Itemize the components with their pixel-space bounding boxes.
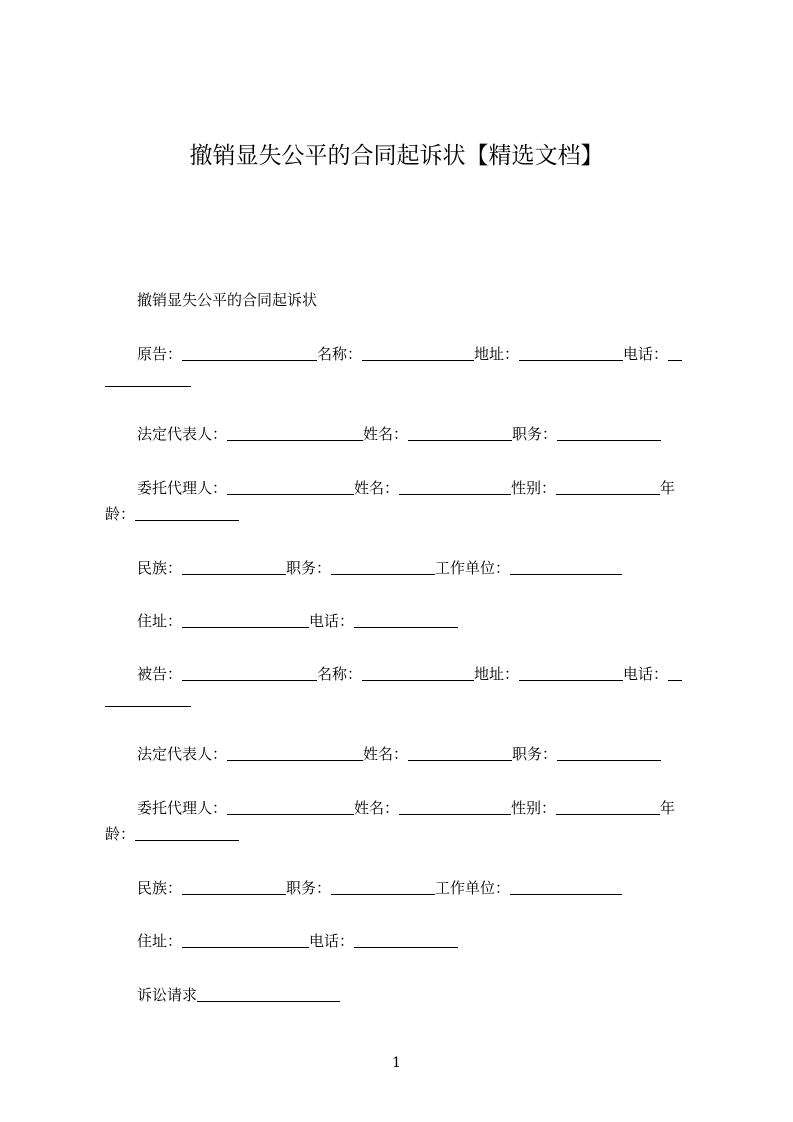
plaintiff-label: 原告： — [137, 345, 183, 363]
claims-label: 诉讼请求 — [137, 986, 198, 1004]
gender-blank[interactable] — [556, 478, 660, 495]
plaintiff-blank[interactable] — [182, 344, 317, 361]
phone-blank[interactable] — [668, 664, 682, 681]
ethnicity-label: 民族： — [137, 879, 183, 897]
work-unit-label: 工作单位： — [435, 559, 511, 577]
position-blank[interactable] — [331, 878, 435, 895]
residence-blank[interactable] — [182, 931, 309, 948]
phone-blank-cont[interactable] — [105, 690, 191, 707]
gender-label: 性别： — [511, 799, 557, 817]
person-name-label: 姓名： — [354, 479, 400, 497]
defendant-ethnicity-line — [105, 875, 734, 901]
person-name-label: 姓名： — [354, 799, 400, 817]
work-unit-label: 工作单位： — [435, 879, 511, 897]
address-label: 地址： — [474, 345, 520, 363]
phone-blank[interactable] — [354, 931, 458, 948]
defendant-blank[interactable] — [182, 664, 317, 681]
page-number: 1 — [392, 1055, 401, 1071]
residence-label: 住址： — [137, 932, 183, 950]
phone-label: 电话： — [309, 612, 355, 630]
position-blank[interactable] — [331, 558, 435, 575]
phone-blank-cont[interactable] — [105, 370, 191, 387]
defendant-line — [105, 661, 734, 687]
phone-blank[interactable] — [354, 611, 458, 628]
legal-rep-blank[interactable] — [227, 424, 363, 441]
ethnicity-label: 民族： — [137, 559, 183, 577]
position-blank[interactable] — [557, 424, 661, 441]
phone-label: 电话： — [623, 665, 669, 683]
defendant-agent-line — [105, 795, 734, 821]
person-name-blank[interactable] — [408, 424, 512, 441]
address-label: 地址： — [474, 665, 520, 683]
age-label-a: 年 — [660, 479, 676, 497]
address-blank[interactable] — [519, 344, 623, 361]
legal-rep-blank[interactable] — [227, 744, 363, 761]
name-label: 名称： — [317, 665, 363, 683]
claims-blank[interactable] — [197, 985, 340, 1002]
agent-blank[interactable] — [227, 478, 354, 495]
plaintiff-ethnicity-line — [105, 555, 734, 581]
legal-rep-label: 法定代表人： — [137, 425, 228, 443]
phone-blank[interactable] — [668, 344, 682, 361]
plaintiff-line — [105, 341, 734, 367]
subtitle: 撤销显失公平的合同起诉状 — [137, 291, 318, 309]
plaintiff-agent-line — [105, 475, 734, 501]
ethnicity-blank[interactable] — [182, 558, 286, 575]
plaintiff-line-cont — [105, 367, 702, 393]
agent-blank[interactable] — [227, 798, 354, 815]
residence-blank[interactable] — [182, 611, 309, 628]
work-unit-blank[interactable] — [510, 558, 622, 575]
age-label-b: 龄： — [105, 825, 136, 843]
defendant-age-line — [105, 821, 702, 847]
gender-blank[interactable] — [556, 798, 660, 815]
person-name-blank[interactable] — [399, 478, 511, 495]
name-blank[interactable] — [362, 664, 474, 681]
age-label-b: 龄： — [105, 505, 136, 523]
defendant-line-cont — [105, 687, 702, 713]
agent-label: 委托代理人： — [137, 799, 228, 817]
name-blank[interactable] — [362, 344, 474, 361]
gender-label: 性别： — [511, 479, 557, 497]
person-name-label: 姓名： — [363, 425, 409, 443]
position-label: 职务： — [286, 559, 332, 577]
defendant-legal-rep-line — [105, 741, 734, 767]
document-title: 撤销显失公平的合同起诉状【精选文档】 — [189, 143, 604, 169]
age-blank[interactable] — [135, 824, 239, 841]
person-name-blank[interactable] — [399, 798, 511, 815]
age-blank[interactable] — [135, 504, 239, 521]
name-label: 名称： — [317, 345, 363, 363]
phone-label: 电话： — [623, 345, 669, 363]
residence-label: 住址： — [137, 612, 183, 630]
position-label: 职务： — [512, 425, 558, 443]
claims-line — [105, 982, 734, 1008]
address-blank[interactable] — [519, 664, 623, 681]
ethnicity-blank[interactable] — [182, 878, 286, 895]
legal-rep-label: 法定代表人： — [137, 745, 228, 763]
position-label: 职务： — [286, 879, 332, 897]
work-unit-blank[interactable] — [510, 878, 622, 895]
defendant-residence-line — [105, 928, 734, 954]
person-name-label: 姓名： — [363, 745, 409, 763]
plaintiff-age-line — [105, 501, 702, 527]
position-label: 职务： — [512, 745, 558, 763]
person-name-blank[interactable] — [408, 744, 512, 761]
defendant-label: 被告： — [137, 665, 183, 683]
plaintiff-residence-line — [105, 608, 734, 634]
position-blank[interactable] — [557, 744, 661, 761]
plaintiff-legal-rep-line — [105, 421, 734, 447]
agent-label: 委托代理人： — [137, 479, 228, 497]
phone-label: 电话： — [309, 932, 355, 950]
age-label-a: 年 — [660, 799, 676, 817]
